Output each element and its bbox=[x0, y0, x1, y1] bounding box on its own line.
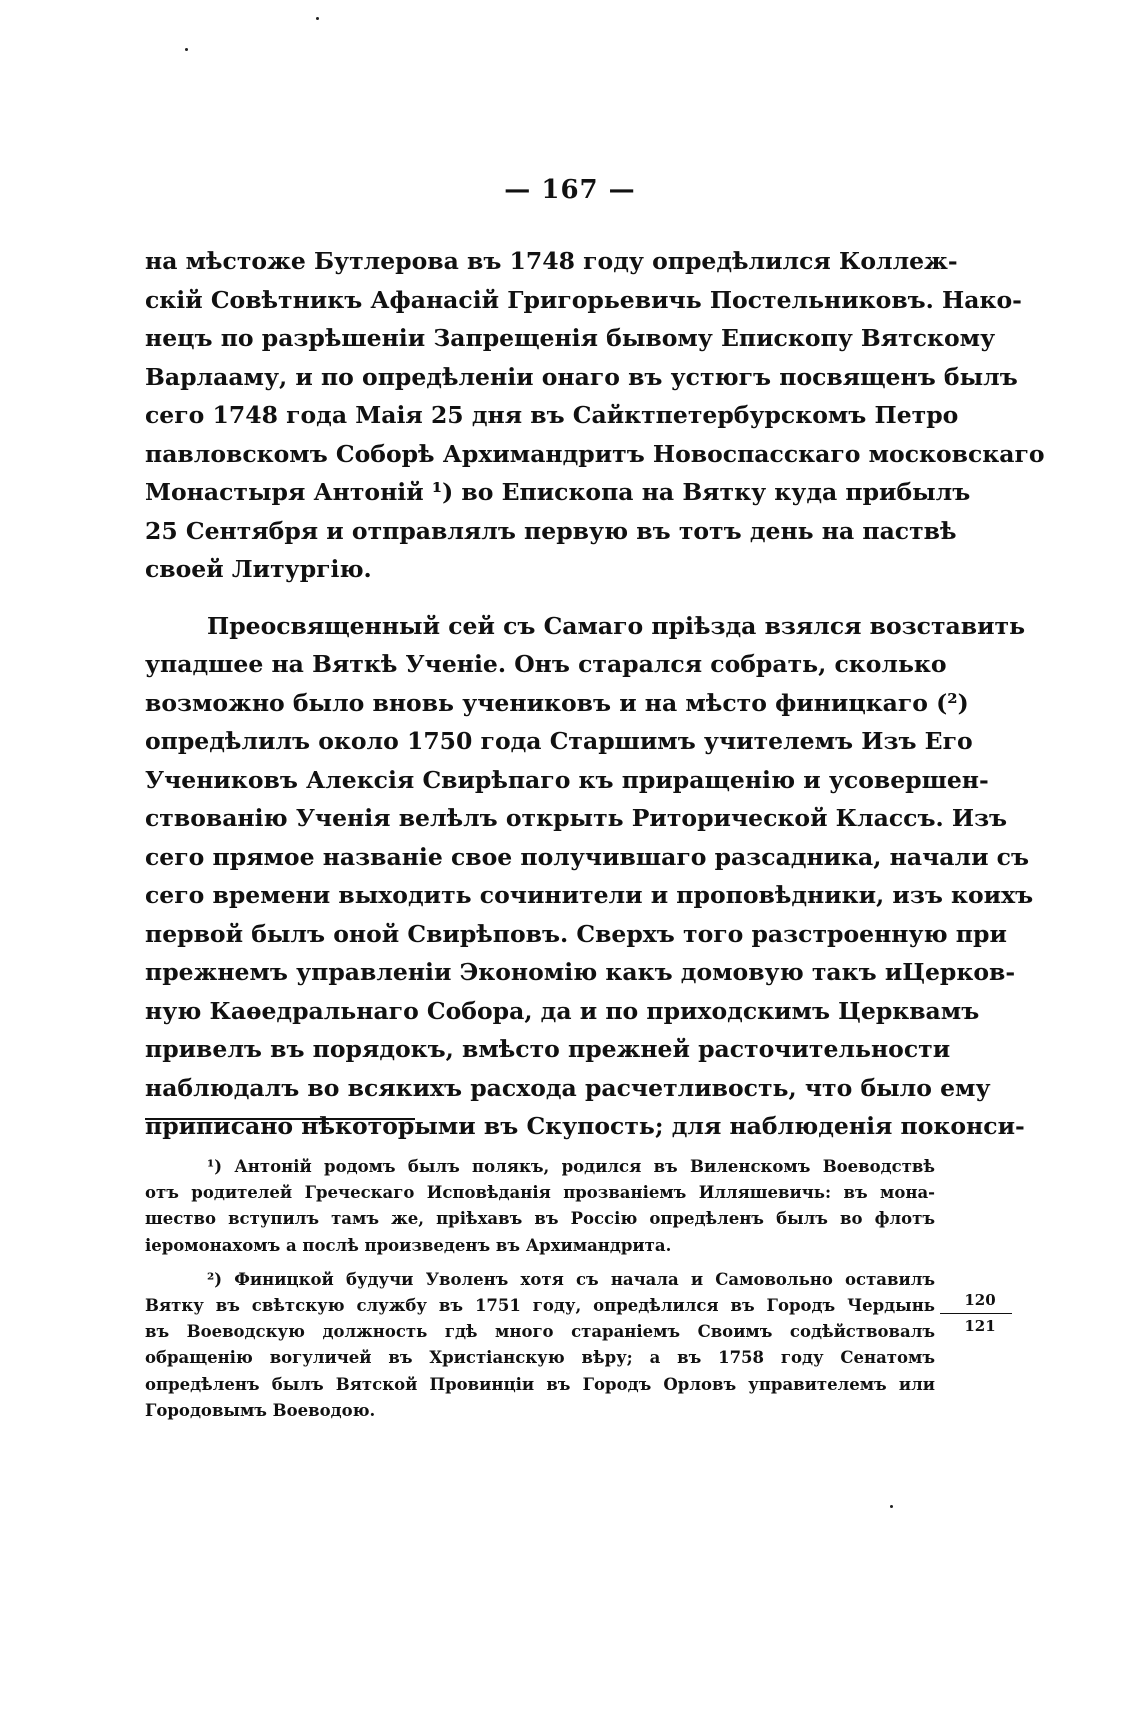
text-line: опредѣлилъ около 1750 года Старшимъ учителемъ Изъ Его bbox=[145, 727, 973, 755]
text-line: ную Каѳедральнаго Собора, да и по приходскимъ Церквамъ bbox=[145, 996, 980, 1025]
scan-speck bbox=[185, 48, 188, 51]
footnote-line: отъ родителей Греческаго Исповѣданія прозваніемъ Илляшевичь: въ мона- bbox=[145, 1183, 935, 1203]
text-line: сего прямое названіе свое получившаго разсадника, начали съ bbox=[145, 842, 1030, 871]
text-line: Преосвященный сей съ Самаго пріѣзда взялся возставить bbox=[207, 611, 1026, 640]
margin-page-break-rule bbox=[940, 1313, 1012, 1314]
footnotes bbox=[145, 1154, 935, 1424]
footnote-1 bbox=[145, 1154, 935, 1259]
footnote-divider bbox=[145, 1118, 415, 1120]
footnote-line: ²) Финицкой будучи Уволенъ хотя съ начала и Самовольно оставилъ bbox=[207, 1269, 935, 1289]
footnote-line: шество вступилъ тамъ же, пріѣхавъ въ Россію опредѣленъ былъ во флотъ bbox=[145, 1209, 935, 1229]
footnote-line: ¹) Антоній родомъ былъ полякъ, родился въ Виленскомъ Воеводствѣ bbox=[207, 1157, 935, 1176]
page-number: — 167 — bbox=[504, 175, 636, 205]
text-line: первой былъ оной Свирѣповъ. Сверхъ того разстроенную при bbox=[145, 919, 1007, 948]
footnote-line: Вятку въ свѣтскую службу въ 1751 году, опредѣлился въ Городъ Чердынь bbox=[145, 1296, 935, 1316]
text-line: своей Литургію. bbox=[145, 555, 372, 583]
text-line: упадшее на Вяткѣ Ученіе. Онъ старался собрать, сколько bbox=[145, 650, 947, 678]
text-line: на мѣстоже Бутлерова въ 1748 году опредѣлился Коллеж- bbox=[145, 247, 958, 275]
text-line: сего времени выходить сочинители и проповѣдники, изъ коихъ bbox=[145, 881, 1034, 909]
main-text bbox=[145, 242, 1045, 1146]
text-line: Варлааму, и по опредѣленіи онаго въ устюгъ посвященъ былъ bbox=[145, 362, 1018, 391]
scan-speck bbox=[890, 1505, 893, 1508]
text-line: сего 1748 года Маія 25 дня въ Сайктпетербурскомъ Петро bbox=[145, 401, 959, 429]
text-line: Монастыря Антоній ¹) во Епископа на Вятку куда прибылъ bbox=[145, 478, 971, 506]
text-line: скій Совѣтникъ Афанасій Григорьевичь Постельниковъ. Нако- bbox=[145, 285, 1022, 314]
text-line: нецъ по разрѣшеніи Запрещенія бывому Епископу Вятскому bbox=[145, 324, 996, 352]
text-line: павловскомъ Соборѣ Архимандритъ Новоспасскаго московскаго bbox=[145, 439, 1045, 468]
footnote-line: іеромонахомъ а послѣ произведенъ въ Архимандрита. bbox=[145, 1235, 672, 1255]
text-line: возможно было вновь учениковъ и на мѣсто финицкаго (²) bbox=[145, 688, 969, 717]
footnote-line: обращенію вогуличей въ Христіанскую вѣру; а въ 1758 году Сенатомъ bbox=[145, 1348, 935, 1368]
text-line: прежнемъ управленіи Экономію какъ домовую такъ иЦерков- bbox=[145, 958, 1016, 986]
margin-page-mark-bottom: 121 bbox=[964, 1317, 996, 1335]
footnote-line: опредѣленъ былъ Вятской Провинціи въ Городъ Орловъ управителемъ или bbox=[145, 1374, 935, 1394]
margin-page-mark-top: 120 bbox=[964, 1291, 996, 1309]
text-line: приписано нѣкоторыми въ Скупость; для наблюденія поконси- bbox=[145, 1112, 1025, 1140]
paragraph-2 bbox=[145, 607, 1034, 1146]
footnote-2 bbox=[145, 1267, 935, 1424]
text-line: 25 Сентября и отправлялъ первую въ тотъ день на паствѣ bbox=[145, 516, 957, 545]
text-line: Учениковъ Алексія Свирѣпаго къ приращенію и усовершен- bbox=[145, 765, 989, 794]
footnote-line: Городовымъ Воеводою. bbox=[145, 1400, 376, 1420]
scan-speck bbox=[316, 17, 319, 20]
text-line: наблюдалъ во всякихъ расхода расчетливость, что было ему bbox=[145, 1073, 991, 1102]
paragraph-1 bbox=[145, 242, 1045, 589]
text-line: ствованію Ученія велѣлъ открыть Риторической Классъ. Изъ bbox=[145, 804, 1008, 832]
text-line: привелъ въ порядокъ, вмѣсто прежней расточительности bbox=[145, 1035, 951, 1063]
footnote-line: въ Воеводскую должность гдѣ много стараніемъ Своимъ содѣйствовалъ bbox=[145, 1322, 935, 1342]
